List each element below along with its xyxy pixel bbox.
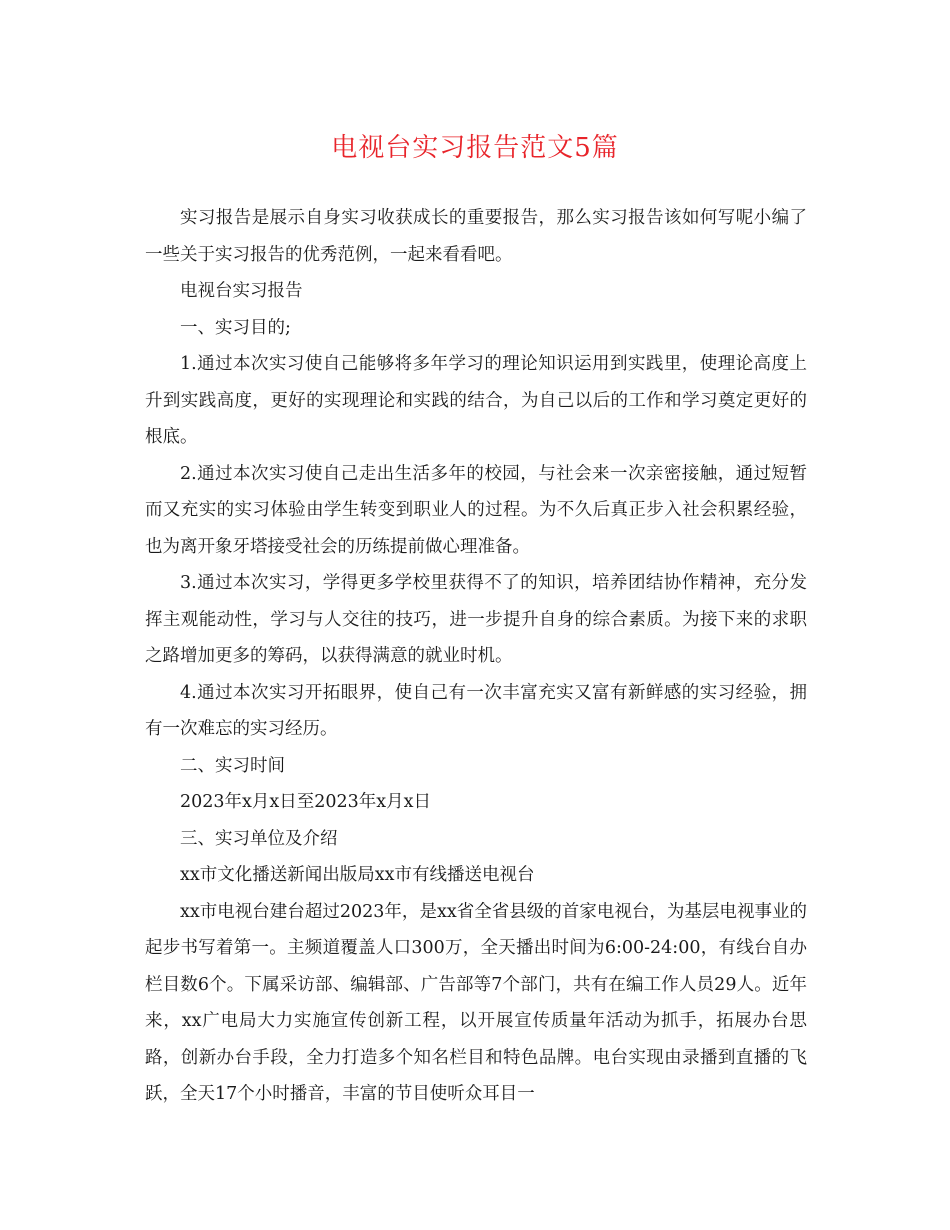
section-heading-purpose: 一、实习目的;: [180, 317, 291, 338]
paragraph-purpose-2: 2.通过本次实习使自己走出生活多年的校园，与社会来一次亲密接触，通过短暂而又充实的实习体验由学生转变到职业人的过程。为不久后真正步入社会积累经验，也为离开象牙塔接受社会的历练提前做心理准备。: [145, 463, 807, 557]
page-title: 电视台实习报告范文5篇: [331, 133, 619, 163]
paragraph-purpose-1: 1.通过本次实习使自己能够将多年学习的理论知识运用到实践里，使理论高度上升到实践高度，更好的实现理论和实践的结合，为自己以后的工作和学习奠定更好的根底。: [145, 354, 807, 447]
paragraph-unit-name: xx市文化播送新闻出版局xx市有线播送电视台: [180, 865, 535, 885]
section-heading-unit: 三、实习单位及介绍: [180, 828, 338, 849]
document-body: [145, 200, 807, 1113]
paragraph-purpose-3: 3.通过本次实习，学得更多学校里获得不了的知识，培养团结协作精神，充分发挥主观能动性，学习与人交往的技巧，进一步提升自身的综合素质。为接下来的求职之路增加更多的筹码，以获得满意的就业时机。: [145, 573, 807, 666]
paragraph-purpose-4: 4.通过本次实习开拓眼界，使自己有一次丰富充实又富有新鲜感的实习经验，拥有一次难忘的实习经历。: [145, 682, 807, 739]
paragraph-unit-intro: xx市电视台建台超过2023年，是xx省全省县级的首家电视台，为基层电视事业的起步书写着第一。主频道覆盖人口300万，全天播出时间为6:00-24:00，有线台自办栏目数6个。下属采访部、编辑部、广告部等7个部门，共有在编工作人员29人。近年来，xx广电局大力实施宣传创新工程，以开展宣传质量年活动为抓手，拓展办台思路，创新办台手段，全力打造多个知名栏目和特色品牌。电台实现由录播到直播的飞跃，全天17个小时播音，丰富的节目使听众耳目一: [145, 901, 807, 1104]
paragraph-time: 2023年x月x日至2023年x月x日: [180, 792, 432, 812]
section-heading-time: 二、实习时间: [180, 755, 285, 776]
section-heading-report: 电视台实习报告: [180, 281, 303, 301]
paragraph-intro: 实习报告是展示自身实习收获成长的重要报告，那么实习报告该如何写呢小编了一些关于实习报告的优秀范例，一起来看看吧。: [145, 208, 807, 265]
